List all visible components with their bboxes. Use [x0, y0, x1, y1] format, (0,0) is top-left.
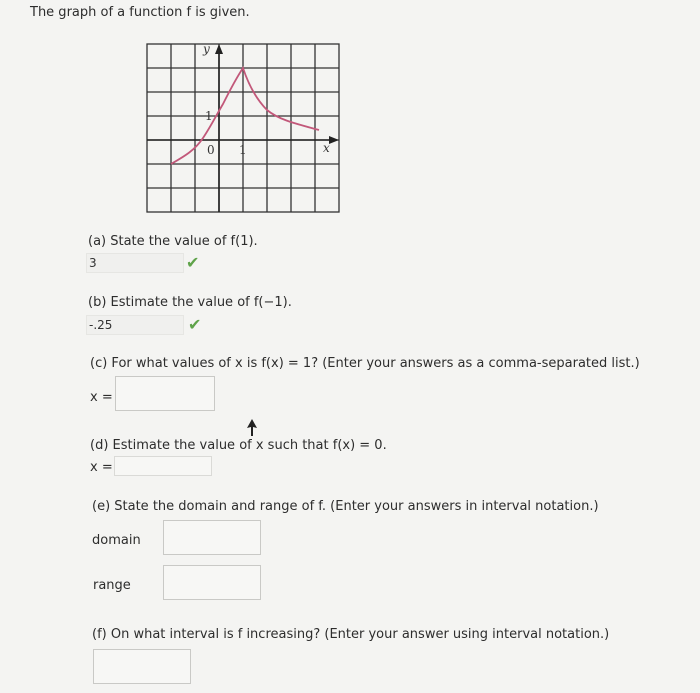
y-tick-label: 1 — [205, 109, 213, 123]
part-d-var-label: x = — [90, 460, 113, 475]
part-b-prompt: (b) Estimate the value of f(−1). — [88, 295, 292, 310]
origin-label: 0 — [207, 143, 215, 157]
y-axis-arrow — [215, 44, 223, 54]
part-d-prompt: (d) Estimate the value of x such that f(x) = 0. — [90, 438, 387, 453]
part-d-input[interactable] — [114, 456, 212, 476]
x-tick-label: 1 — [239, 143, 247, 157]
part-a-prompt: (a) State the value of f(1). — [88, 234, 258, 249]
mouse-cursor-icon — [246, 419, 258, 437]
function-graph — [145, 42, 341, 214]
part-c-input[interactable] — [115, 376, 215, 411]
part-e-prompt: (e) State the domain and range of f. (Enter your answers in interval notation.) — [92, 499, 599, 514]
range-input[interactable] — [163, 565, 261, 600]
part-e-range-label: range — [93, 578, 131, 593]
part-f-input[interactable] — [93, 649, 191, 684]
x-axis-label: x — [323, 141, 330, 155]
domain-input[interactable] — [163, 520, 261, 555]
part-b-answer-field[interactable]: -.25 — [86, 315, 184, 335]
part-f-prompt: (f) On what interval is f increasing? (Enter your answer using interval notation.) — [92, 627, 610, 642]
part-b-correct-check-icon: ✔ — [188, 315, 202, 334]
part-e-domain-label: domain — [92, 533, 141, 548]
part-a-correct-check-icon: ✔ — [186, 253, 200, 272]
part-c-var-label: x = — [90, 390, 113, 405]
part-a-answer-field[interactable]: 3 — [86, 253, 184, 273]
part-c-prompt: (c) For what values of x is f(x) = 1? (Enter your answers as a comma-separated list.) — [90, 356, 640, 371]
x-axis-arrow — [329, 136, 339, 144]
y-axis-label: y — [203, 42, 210, 56]
problem-title: The graph of a function f is given. — [30, 5, 250, 20]
